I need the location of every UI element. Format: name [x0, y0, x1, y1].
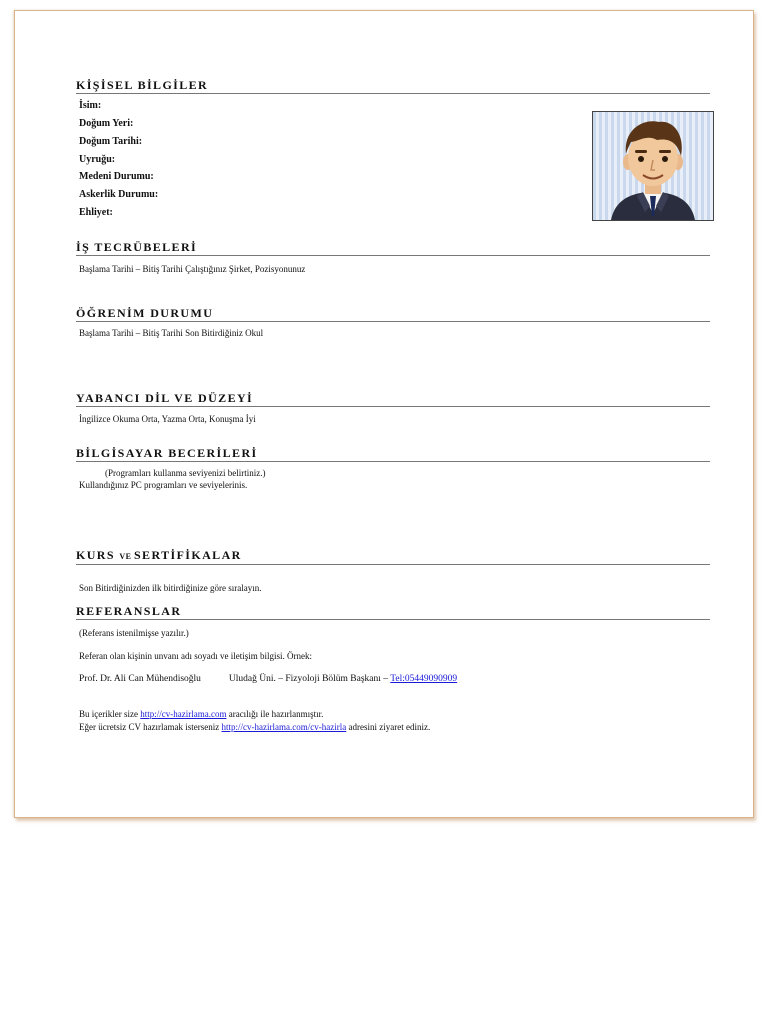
- footer-line-2: [79, 721, 430, 733]
- field-birthdate: Doğum Tarihi:: [79, 136, 143, 147]
- field-birthplace: Doğum Yeri:: [79, 118, 134, 129]
- cv-hazirlama-link[interactable]: http://cv-hazirlama.com: [140, 709, 227, 719]
- field-military-status: Askerlik Durumu:: [79, 189, 159, 200]
- courses-heading: [76, 549, 710, 565]
- footer2-post: adresini ziyaret ediniz.: [348, 722, 431, 732]
- reference-name: Prof. Dr. Ali Can Mühendisoğlu: [79, 674, 201, 684]
- reference-phone-link[interactable]: Tel:05449090909: [390, 674, 458, 684]
- courses-text: Son Bitirdiğinizden ilk bitirdiğinize göre sıralayın.: [79, 583, 262, 593]
- personal-info-heading: KİŞİSEL BİLGİLER: [76, 79, 710, 94]
- courses-heading-part1: KURS: [76, 548, 120, 562]
- footer2-pre: Eğer ücretsiz CV hazırlamak isterseniz: [79, 722, 220, 732]
- computer-skills-text: Kullandığınız PC programları ve seviyelerinis.: [79, 480, 248, 490]
- avatar-illustration: [593, 112, 713, 220]
- field-nationality: Uyruğu:: [79, 154, 116, 165]
- languages-text: İngilizce Okuma Orta, Yazma Orta, Konuşma İyi: [79, 414, 256, 424]
- computer-skills-note: (Programları kullanma seviyenizi belirtiniz.): [105, 468, 266, 478]
- computer-skills-heading: BİLGİSAYAR BECERİLERİ: [76, 447, 710, 462]
- resume-page: [14, 10, 754, 818]
- languages-heading: YABANCI DİL VE DÜZEYİ: [76, 392, 710, 407]
- footer1-pre: Bu içerikler size: [79, 709, 138, 719]
- field-name: İsim:: [79, 100, 102, 111]
- field-marital-status: Medeni Durumu:: [79, 171, 154, 182]
- reference-institution: Uludağ Üni. – Fizyoloji Bölüm Başkanı –: [228, 674, 389, 684]
- references-example: [79, 673, 457, 685]
- courses-heading-part3: SERTİFİKALAR: [133, 548, 242, 562]
- footer1-post: aracılığı ile hazırlanmıştır.: [228, 709, 324, 719]
- education-text: Başlama Tarihi – Bitiş Tarihi Son Bitirdiğiniz Okul: [79, 328, 264, 338]
- references-note: (Referans istenilmişse yazılır.): [79, 628, 189, 638]
- references-heading: REFERANSLAR: [76, 605, 710, 620]
- field-driving-license: Ehliyet:: [79, 207, 113, 218]
- courses-heading-part2: VE: [119, 552, 134, 561]
- footer-line-1: [79, 708, 323, 720]
- education-heading: ÖĞRENİM DURUMU: [76, 307, 710, 322]
- work-experience-text: Başlama Tarihi – Bitiş Tarihi Çalıştığınız Şirket, Pozisyonunuz: [79, 264, 306, 274]
- references-info: Referan olan kişinin unvanı adı soyadı ve iletişim bilgisi. Örnek:: [79, 651, 312, 661]
- work-experience-heading: İŞ TECRÜBELERİ: [76, 241, 710, 256]
- profile-photo: [592, 111, 714, 221]
- cv-hazirla-link[interactable]: http://cv-hazirlama.com/cv-hazirla: [221, 722, 347, 732]
